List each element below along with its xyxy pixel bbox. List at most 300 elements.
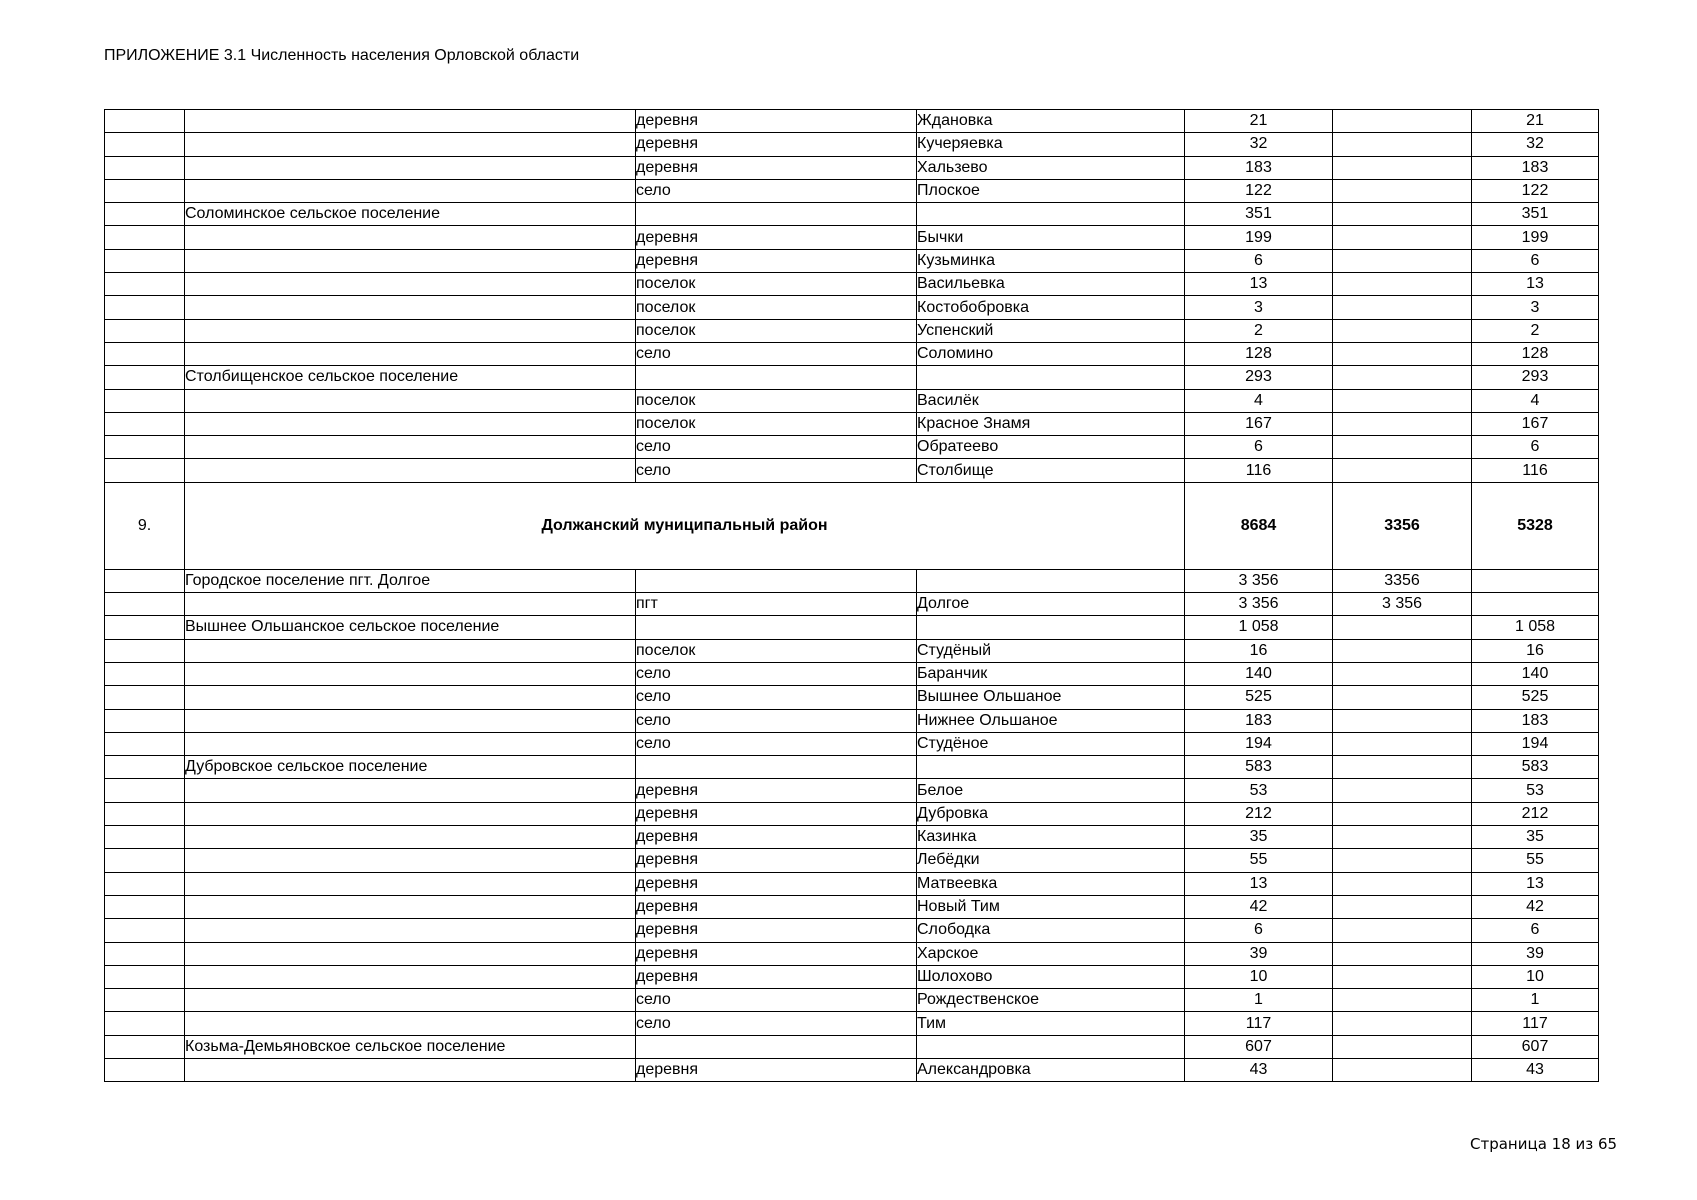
index-cell [105,459,185,482]
population-total-cell: 2 [1185,319,1333,342]
settlement-name-cell [185,1058,636,1081]
settlement-name-cell [185,826,636,849]
settlement-name-cell [185,412,636,435]
population-urban-cell [1333,965,1472,988]
population-urban-cell [1333,895,1472,918]
index-cell [105,732,185,755]
locality-row [105,389,1599,412]
settlement-row [105,203,1599,226]
population-rural-cell: 1 058 [1472,616,1599,639]
population-rural-cell: 140 [1472,662,1599,685]
population-urban-cell [1333,1058,1472,1081]
population-total-cell: 525 [1185,686,1333,709]
population-total-cell: 293 [1185,366,1333,389]
locality-row [105,296,1599,319]
locality-type-cell: поселок [636,639,917,662]
locality-type-cell: село [636,436,917,459]
settlement-name-cell [185,872,636,895]
locality-type-cell: деревня [636,156,917,179]
population-total-cell: 199 [1185,226,1333,249]
population-rural-cell: 293 [1472,366,1599,389]
index-cell [105,593,185,616]
locality-name-cell: Белое [917,779,1185,802]
population-total-cell: 53 [1185,779,1333,802]
locality-row [105,779,1599,802]
locality-type-cell: деревня [636,110,917,133]
locality-row [105,179,1599,202]
settlement-name-cell: Дубровское сельское поселение [185,756,636,779]
locality-type-cell: деревня [636,872,917,895]
population-urban-cell [1333,412,1472,435]
index-cell [105,569,185,592]
locality-name-cell: Рождественское [917,989,1185,1012]
population-total-cell: 351 [1185,203,1333,226]
settlement-name-cell [185,226,636,249]
locality-name-cell: Костобобровка [917,296,1185,319]
population-total-cell: 4 [1185,389,1333,412]
population-rural-cell: 55 [1472,849,1599,872]
locality-type-cell: поселок [636,389,917,412]
index-cell [105,1058,185,1081]
index-cell [105,616,185,639]
settlement-name-cell [185,459,636,482]
settlement-name-cell [185,942,636,965]
locality-row [105,110,1599,133]
population-urban-cell [1333,296,1472,319]
population-urban-cell [1333,639,1472,662]
population-rural-cell: 607 [1472,1035,1599,1058]
index-cell [105,662,185,685]
population-rural-cell: 525 [1472,686,1599,709]
settlement-row [105,569,1599,592]
settlement-name-cell [185,133,636,156]
document-title: ПРИЛОЖЕНИЕ 3.1 Численность населения Орловской области [104,47,580,64]
population-total-cell: 42 [1185,895,1333,918]
population-urban-cell [1333,133,1472,156]
locality-type-cell: село [636,686,917,709]
locality-type-cell [636,569,917,592]
index-cell [105,226,185,249]
locality-name-cell: Хальзево [917,156,1185,179]
population-rural-cell: 13 [1472,273,1599,296]
locality-name-cell: Новый Тим [917,895,1185,918]
locality-type-cell: село [636,662,917,685]
locality-type-cell [636,756,917,779]
locality-row [105,226,1599,249]
index-cell [105,412,185,435]
locality-row [105,919,1599,942]
locality-name-cell: Матвеевка [917,872,1185,895]
locality-type-cell [636,366,917,389]
settlement-name-cell [185,779,636,802]
locality-type-cell [636,616,917,639]
locality-name-cell: Васильевка [917,273,1185,296]
population-rural-cell: 583 [1472,756,1599,779]
settlement-name-cell [185,686,636,709]
population-urban-cell [1333,616,1472,639]
locality-row [105,662,1599,685]
settlement-row [105,756,1599,779]
index-cell [105,110,185,133]
locality-name-cell: Красное Знамя [917,412,1185,435]
population-total-cell: 116 [1185,459,1333,482]
population-urban-cell [1333,802,1472,825]
population-rural-cell: 35 [1472,826,1599,849]
population-rural-cell: 10 [1472,965,1599,988]
locality-name-cell: Баранчик [917,662,1185,685]
locality-type-cell: село [636,989,917,1012]
population-total-cell: 3 356 [1185,593,1333,616]
locality-type-cell: село [636,1012,917,1035]
population-urban-cell [1333,459,1472,482]
population-urban-cell [1333,1012,1472,1035]
index-cell [105,273,185,296]
population-total-cell: 43 [1185,1058,1333,1081]
population-total-cell: 212 [1185,802,1333,825]
population-urban-cell [1333,273,1472,296]
locality-type-cell: деревня [636,942,917,965]
population-rural-cell: 122 [1472,179,1599,202]
population-rural-cell: 43 [1472,1058,1599,1081]
population-rural-cell: 199 [1472,226,1599,249]
locality-type-cell: деревня [636,226,917,249]
settlement-name-cell: Городское поселение пгт. Долгое [185,569,636,592]
population-table-body [105,110,1599,1082]
locality-name-cell: Успенский [917,319,1185,342]
locality-name-cell: Дубровка [917,802,1185,825]
locality-row [105,826,1599,849]
population-urban-cell: 3356 [1333,569,1472,592]
population-table [104,109,1599,1082]
settlement-name-cell [185,342,636,365]
population-urban-cell [1333,179,1472,202]
population-urban-cell [1333,342,1472,365]
locality-type-cell: село [636,709,917,732]
population-rural-cell: 6 [1472,919,1599,942]
index-cell [105,179,185,202]
population-urban-cell [1333,436,1472,459]
locality-type-cell: село [636,342,917,365]
locality-row [105,989,1599,1012]
population-total-cell: 583 [1185,756,1333,779]
locality-name-cell: Ждановка [917,110,1185,133]
locality-type-cell: деревня [636,133,917,156]
population-urban-cell: 3356 [1333,482,1472,569]
locality-name-cell: Василёк [917,389,1185,412]
population-total-cell: 8684 [1185,482,1333,569]
population-rural-cell: 42 [1472,895,1599,918]
locality-name-cell: Кучеряевка [917,133,1185,156]
locality-row [105,459,1599,482]
population-total-cell: 3 [1185,296,1333,319]
index-cell [105,156,185,179]
settlement-row [105,1035,1599,1058]
locality-name-cell: Студёный [917,639,1185,662]
population-rural-cell [1472,593,1599,616]
locality-row [105,895,1599,918]
population-urban-cell [1333,319,1472,342]
locality-name-cell: Вышнее Ольшаное [917,686,1185,709]
population-rural-cell: 183 [1472,156,1599,179]
population-rural-cell: 6 [1472,436,1599,459]
locality-row [105,412,1599,435]
index-cell [105,1035,185,1058]
locality-row [105,436,1599,459]
locality-row [105,942,1599,965]
population-urban-cell [1333,366,1472,389]
index-cell [105,133,185,156]
locality-type-cell: поселок [636,319,917,342]
population-urban-cell [1333,872,1472,895]
locality-row [105,273,1599,296]
population-total-cell: 55 [1185,849,1333,872]
population-rural-cell: 183 [1472,709,1599,732]
population-rural-cell: 53 [1472,779,1599,802]
settlement-name-cell: Вышнее Ольшанское сельское поселение [185,616,636,639]
population-urban-cell [1333,249,1472,272]
locality-type-cell: деревня [636,895,917,918]
settlement-name-cell [185,989,636,1012]
population-rural-cell: 194 [1472,732,1599,755]
settlement-name-cell: Козьма-Демьяновское сельское поселение [185,1035,636,1058]
index-cell [105,436,185,459]
locality-row [105,342,1599,365]
population-urban-cell [1333,686,1472,709]
locality-type-cell: деревня [636,965,917,988]
locality-name-cell [917,203,1185,226]
district-name-cell: Должанский муниципальный район [185,482,1185,569]
locality-row [105,156,1599,179]
population-total-cell: 1 058 [1185,616,1333,639]
locality-row [105,732,1599,755]
settlement-name-cell [185,895,636,918]
population-total-cell: 3 356 [1185,569,1333,592]
index-cell [105,779,185,802]
population-total-cell: 13 [1185,273,1333,296]
settlement-name-cell: Соломинское сельское поселение [185,203,636,226]
population-total-cell: 167 [1185,412,1333,435]
population-urban-cell [1333,849,1472,872]
locality-name-cell: Бычки [917,226,1185,249]
population-rural-cell [1472,569,1599,592]
population-rural-cell: 21 [1472,110,1599,133]
settlement-name-cell [185,849,636,872]
locality-row [105,249,1599,272]
population-rural-cell: 167 [1472,412,1599,435]
index-cell [105,686,185,709]
population-rural-cell: 2 [1472,319,1599,342]
settlement-name-cell [185,249,636,272]
locality-name-cell: Казинка [917,826,1185,849]
index-cell [105,249,185,272]
locality-name-cell: Кузьминка [917,249,1185,272]
index-cell [105,319,185,342]
settlement-name-cell [185,639,636,662]
locality-row [105,639,1599,662]
settlement-name-cell [185,273,636,296]
population-rural-cell: 212 [1472,802,1599,825]
population-total-cell: 32 [1185,133,1333,156]
index-cell [105,639,185,662]
locality-row [105,802,1599,825]
population-total-cell: 10 [1185,965,1333,988]
index-cell [105,389,185,412]
locality-row [105,133,1599,156]
locality-row [105,872,1599,895]
settlement-name-cell: Столбищенское сельское поселение [185,366,636,389]
locality-row [105,686,1599,709]
locality-name-cell: Лебёдки [917,849,1185,872]
population-rural-cell: 128 [1472,342,1599,365]
locality-type-cell: деревня [636,826,917,849]
locality-name-cell [917,1035,1185,1058]
population-urban-cell [1333,826,1472,849]
index-cell [105,872,185,895]
population-total-cell: 607 [1185,1035,1333,1058]
index-cell [105,709,185,732]
population-rural-cell: 5328 [1472,482,1599,569]
locality-type-cell: деревня [636,919,917,942]
locality-row [105,593,1599,616]
locality-type-cell: деревня [636,779,917,802]
population-total-cell: 13 [1185,872,1333,895]
district-index-cell: 9. [105,482,185,569]
locality-type-cell: деревня [636,802,917,825]
population-urban-cell [1333,226,1472,249]
population-rural-cell: 32 [1472,133,1599,156]
locality-type-cell: село [636,179,917,202]
locality-name-cell: Тим [917,1012,1185,1035]
population-total-cell: 35 [1185,826,1333,849]
settlement-row [105,366,1599,389]
population-total-cell: 21 [1185,110,1333,133]
locality-type-cell [636,1035,917,1058]
population-urban-cell [1333,389,1472,412]
population-rural-cell: 351 [1472,203,1599,226]
population-urban-cell [1333,732,1472,755]
population-total-cell: 6 [1185,919,1333,942]
index-cell [105,826,185,849]
population-total-cell: 117 [1185,1012,1333,1035]
population-total-cell: 1 [1185,989,1333,1012]
index-cell [105,989,185,1012]
population-urban-cell [1333,203,1472,226]
index-cell [105,296,185,319]
locality-name-cell [917,756,1185,779]
index-cell [105,802,185,825]
index-cell [105,965,185,988]
settlement-name-cell [185,802,636,825]
index-cell [105,942,185,965]
locality-type-cell: пгт [636,593,917,616]
population-total-cell: 39 [1185,942,1333,965]
locality-type-cell: деревня [636,1058,917,1081]
population-rural-cell: 4 [1472,389,1599,412]
settlement-name-cell [185,156,636,179]
locality-type-cell: деревня [636,249,917,272]
population-rural-cell: 116 [1472,459,1599,482]
population-urban-cell [1333,779,1472,802]
population-urban-cell [1333,156,1472,179]
index-cell [105,1012,185,1035]
locality-row [105,1012,1599,1035]
locality-name-cell [917,569,1185,592]
index-cell [105,895,185,918]
population-total-cell: 140 [1185,662,1333,685]
settlement-name-cell [185,593,636,616]
settlement-name-cell [185,965,636,988]
locality-row [105,849,1599,872]
locality-name-cell: Обратеево [917,436,1185,459]
population-rural-cell: 1 [1472,989,1599,1012]
locality-name-cell: Долгое [917,593,1185,616]
settlement-name-cell [185,709,636,732]
locality-row [105,965,1599,988]
page-number: Страница 18 из 65 [1470,1135,1618,1153]
settlement-name-cell [185,110,636,133]
population-rural-cell: 16 [1472,639,1599,662]
locality-type-cell: деревня [636,849,917,872]
population-total-cell: 6 [1185,436,1333,459]
settlement-name-cell [185,296,636,319]
locality-type-cell: село [636,732,917,755]
population-urban-cell [1333,110,1472,133]
district-row [105,482,1599,569]
locality-type-cell: село [636,459,917,482]
settlement-name-cell [185,319,636,342]
population-urban-cell [1333,989,1472,1012]
index-cell [105,203,185,226]
population-urban-cell [1333,942,1472,965]
locality-type-cell [636,203,917,226]
index-cell [105,919,185,942]
locality-name-cell: Студёное [917,732,1185,755]
locality-name-cell: Соломино [917,342,1185,365]
locality-name-cell: Плоское [917,179,1185,202]
index-cell [105,342,185,365]
locality-name-cell [917,616,1185,639]
population-rural-cell: 39 [1472,942,1599,965]
population-urban-cell [1333,709,1472,732]
index-cell [105,366,185,389]
population-rural-cell: 6 [1472,249,1599,272]
population-rural-cell: 13 [1472,872,1599,895]
locality-name-cell: Харское [917,942,1185,965]
locality-type-cell: поселок [636,273,917,296]
locality-type-cell: поселок [636,296,917,319]
settlement-name-cell [185,732,636,755]
population-urban-cell [1333,662,1472,685]
population-total-cell: 122 [1185,179,1333,202]
settlement-name-cell [185,919,636,942]
population-urban-cell [1333,1035,1472,1058]
locality-row [105,1058,1599,1081]
population-urban-cell [1333,919,1472,942]
population-total-cell: 16 [1185,639,1333,662]
settlement-name-cell [185,179,636,202]
settlement-name-cell [185,662,636,685]
settlement-name-cell [185,436,636,459]
population-urban-cell [1333,756,1472,779]
population-rural-cell: 117 [1472,1012,1599,1035]
population-urban-cell: 3 356 [1333,593,1472,616]
settlement-name-cell [185,389,636,412]
population-total-cell: 183 [1185,709,1333,732]
population-total-cell: 128 [1185,342,1333,365]
population-total-cell: 6 [1185,249,1333,272]
population-total-cell: 194 [1185,732,1333,755]
locality-name-cell: Александровка [917,1058,1185,1081]
